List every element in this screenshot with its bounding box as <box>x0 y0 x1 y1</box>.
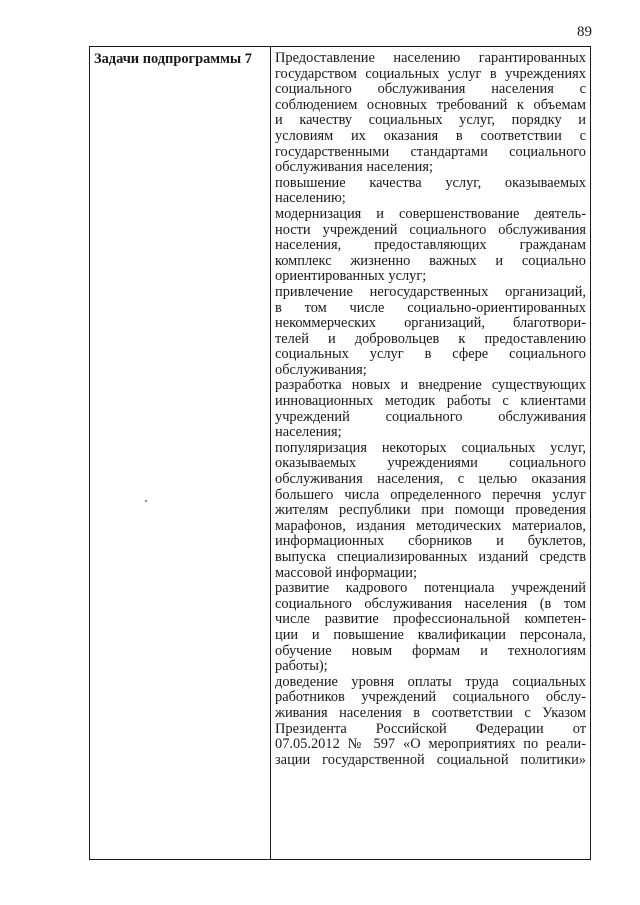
content-line: большего числа определенного перечня услуг <box>275 486 586 503</box>
content-line: социальных услуг в сфере социального <box>275 346 586 363</box>
content-line: инновационных методик работы с клиентами <box>275 393 586 410</box>
content-line: жителям республики при помощи проведения <box>275 502 586 519</box>
content-line: обслуживания населения; <box>275 159 433 176</box>
table-label: Задачи подпрограммы 7 <box>94 51 252 67</box>
content-line: социального обслуживания населения с <box>275 81 586 98</box>
content-line: ции и повышение квалификации персонала, <box>275 626 586 643</box>
content-line: некоммерческих организаций, благотвори- <box>275 315 586 332</box>
content-line: массовой информации; <box>275 564 417 581</box>
table-label-cell <box>90 47 271 859</box>
content-line: разработка новых и внедрение существующих <box>275 377 586 394</box>
content-line: привлечение негосударственных организаций, <box>275 283 586 300</box>
content-line: населения; <box>275 424 342 441</box>
table-content-cell <box>271 47 590 859</box>
content-line: социального обслуживания населения (в том <box>275 595 586 612</box>
content-line: развитие кадрового потенциала учреждений <box>275 580 586 597</box>
content-line: Предоставление населению гарантированных <box>275 50 586 66</box>
content-line: учреждений социального обслуживания <box>275 408 586 425</box>
content-line: комплекс жизненно важных и социально <box>275 252 586 269</box>
content-line: зации государственной социальной политики» <box>275 751 586 768</box>
content-line: доведение уровня оплаты труда социальных <box>275 673 586 690</box>
content-line: в том числе социально-ориентированных <box>275 299 586 316</box>
scan-speck <box>145 500 147 502</box>
content-line: информационных сборников и буклетов, <box>275 533 586 550</box>
subprogram-table <box>89 46 591 860</box>
content-line: обучение новым формам и технологиям <box>275 642 586 659</box>
content-line: числе развитие профессиональной компетен- <box>275 611 586 628</box>
page-number: 89 <box>577 24 592 40</box>
content-line: государством социальных услуг в учреждениях <box>275 65 586 82</box>
content-line: соблюдением основных требований к объемам <box>275 96 586 113</box>
content-line: выпуска специализированных изданий средств <box>275 549 586 565</box>
content-line: обслуживания; <box>275 361 367 378</box>
content-line: марафонов, издания методических материалов, <box>275 517 586 534</box>
content-line: ориентированных услуг; <box>275 268 427 285</box>
content-line: оказываемых учреждениями социального <box>275 455 586 472</box>
content-line: телей и добровольцев к предоставлению <box>275 330 586 347</box>
content-line: работников учреждений социального обслу- <box>275 689 586 706</box>
content-line: обслуживания населения, с целью оказания <box>275 471 586 488</box>
content-line: модернизация и совершенствование деятель- <box>275 205 586 222</box>
content-line: государственными стандартами социального <box>275 143 586 160</box>
content-line: популяризация некоторых социальных услуг, <box>275 439 586 456</box>
content-line: населения, предоставляющих гражданам <box>275 237 586 254</box>
content-line: живания населения в соответствии с Указом <box>275 704 586 721</box>
content-line: работы); <box>275 658 328 675</box>
content-line: Президента Российской Федерации от <box>275 720 586 737</box>
content-line: населению; <box>275 190 346 207</box>
content-line: повышение качества услуг, оказываемых <box>275 174 586 191</box>
content-line: ности учреждений социального обслуживания <box>275 221 586 238</box>
content-line: 07.05.2012 № 597 «О мероприятиях по реали- <box>275 736 586 753</box>
content-line: условиям их оказания в соответствии с <box>275 127 586 144</box>
content-line: и качеству социальных услуг, порядку и <box>275 112 586 129</box>
